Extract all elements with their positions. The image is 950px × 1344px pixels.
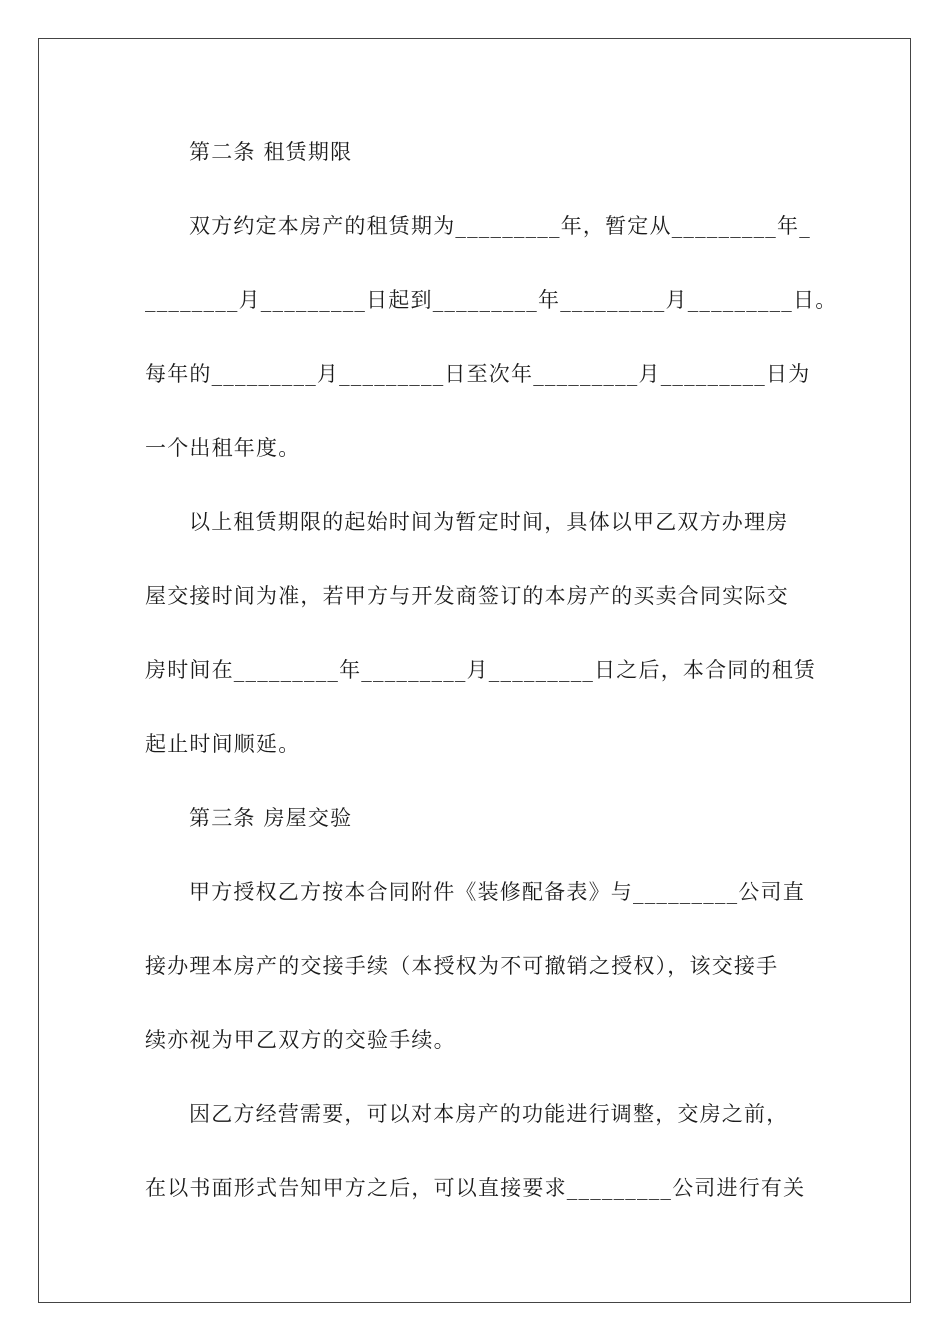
paragraph-line: 一个出租年度。: [145, 436, 301, 460]
paragraph-line: 每年的_________月_________日至次年_________月_________日为: [145, 362, 811, 386]
paragraph-line: 起止时间顺延。: [145, 732, 301, 756]
paragraph-line: 双方约定本房产的租赁期为_________年，暂定从_________年_: [189, 214, 811, 238]
article-3-heading: 第三条 房屋交验: [189, 806, 353, 830]
paragraph-line: 续亦视为甲乙双方的交验手续。: [145, 1028, 456, 1052]
paragraph-line: 以上租赁期限的起始时间为暂定时间，具体以甲乙双方办理房: [189, 510, 789, 534]
paragraph-line: 在以书面形式告知甲方之后，可以直接要求_________公司进行有关: [145, 1176, 806, 1200]
paragraph-line: 屋交接时间为准，若甲方与开发商签订的本房产的买卖合同实际交: [145, 584, 789, 608]
paragraph-line: 房时间在_________年_________月_________日之后，本合同的租赁: [145, 658, 817, 682]
paragraph-line: 接办理本房产的交接手续（本授权为不可撤销之授权），该交接手: [145, 954, 779, 978]
paragraph-line: 因乙方经营需要，可以对本房产的功能进行调整，交房之前，: [189, 1102, 789, 1126]
article-2-heading: 第二条 租赁期限: [189, 140, 353, 164]
paragraph-line: 甲方授权乙方按本合同附件《装修配备表》与_________公司直: [189, 880, 805, 904]
paragraph-line: ________月_________日起到_________年_________月_________日。: [145, 288, 838, 312]
